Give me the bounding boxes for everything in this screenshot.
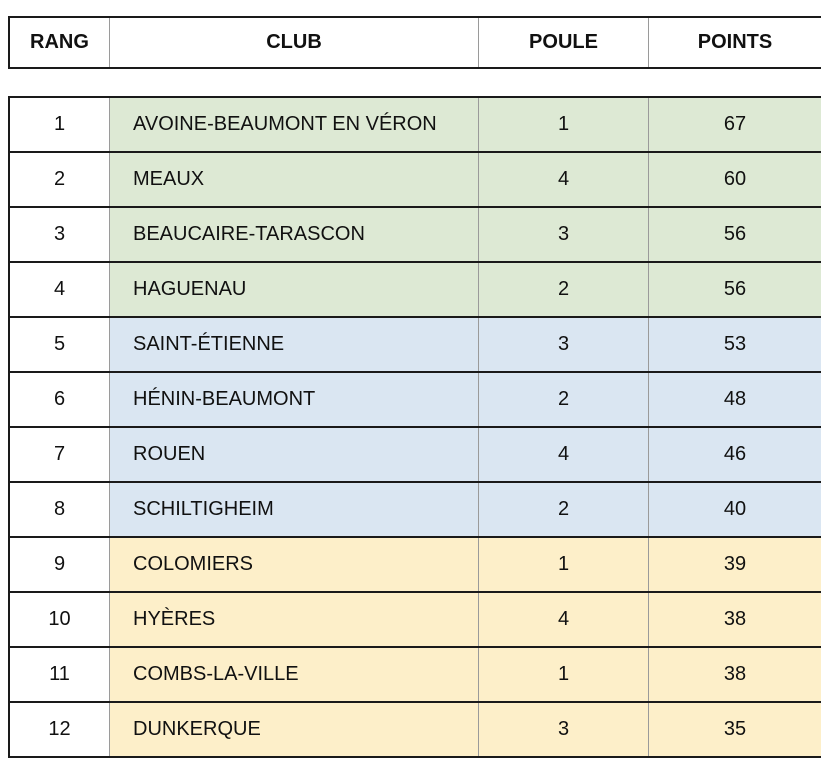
rang-cell: 10	[10, 593, 110, 646]
points-cell: 60	[649, 153, 821, 206]
poule-cell: 4	[479, 593, 649, 646]
poule-cell: 4	[479, 428, 649, 481]
rang-cell: 4	[10, 263, 110, 316]
club-cell: COMBS-LA-VILLE	[110, 648, 479, 701]
header-rang: RANG	[10, 18, 110, 67]
rang-cell: 11	[10, 648, 110, 701]
rang-cell: 1	[10, 98, 110, 151]
header-points: POINTS	[697, 31, 773, 53]
points-cell: 56	[649, 263, 821, 316]
poule-cell: 1	[479, 538, 649, 591]
club-cell: SCHILTIGHEIM	[110, 483, 479, 536]
rang-cell: 12	[10, 703, 110, 756]
header-club: CLUB	[110, 18, 479, 67]
club-cell: HÉNIN-BEAUMONT	[110, 373, 479, 426]
points-cell: 35	[649, 703, 821, 756]
table-row	[10, 263, 821, 318]
club-cell: SAINT-ÉTIENNE	[110, 318, 479, 371]
rang-cell: 6	[10, 373, 110, 426]
points-cell: 38	[649, 648, 821, 701]
club-cell: BEAUCAIRE-TARASCON	[110, 208, 479, 261]
table-row	[10, 483, 821, 538]
poule-cell: 1	[479, 648, 649, 701]
table-row	[10, 703, 821, 758]
points-cell: 67	[649, 98, 821, 151]
poule-cell: 3	[479, 703, 649, 756]
club-cell: AVOINE-BEAUMONT EN VÉRON	[110, 98, 479, 151]
poule-cell: 2	[479, 483, 649, 536]
table-row	[10, 373, 821, 428]
table-row	[10, 98, 821, 153]
club-cell: DUNKERQUE	[110, 703, 479, 756]
poule-cell: 1	[479, 98, 649, 151]
points-cell: 53	[649, 318, 821, 371]
points-cell: 48	[649, 373, 821, 426]
table-row	[10, 318, 821, 373]
points-cell: 40	[649, 483, 821, 536]
points-cell: 38	[649, 593, 821, 646]
table-row	[10, 153, 821, 208]
table-row	[10, 208, 821, 263]
club-cell: HYÈRES	[110, 593, 479, 646]
club-cell: HAGUENAU	[110, 263, 479, 316]
club-cell: MEAUX	[110, 153, 479, 206]
header-poule: POULE	[479, 18, 649, 67]
rang-cell: 9	[10, 538, 110, 591]
table-row	[10, 538, 821, 593]
standings-header	[8, 16, 821, 69]
poule-cell: 2	[479, 263, 649, 316]
points-cell: 46	[649, 428, 821, 481]
poule-cell: 2	[479, 373, 649, 426]
rang-cell: 3	[10, 208, 110, 261]
table-row	[10, 428, 821, 483]
rang-cell: 7	[10, 428, 110, 481]
club-cell: ROUEN	[110, 428, 479, 481]
poule-cell: 3	[479, 318, 649, 371]
rang-cell: 8	[10, 483, 110, 536]
table-row	[10, 593, 821, 648]
rang-cell: 2	[10, 153, 110, 206]
poule-cell: 4	[479, 153, 649, 206]
club-cell: COLOMIERS	[110, 538, 479, 591]
rang-cell: 5	[10, 318, 110, 371]
points-cell: 56	[649, 208, 821, 261]
poule-cell: 3	[479, 208, 649, 261]
points-cell: 39	[649, 538, 821, 591]
standings-table	[8, 96, 821, 758]
table-row	[10, 648, 821, 703]
